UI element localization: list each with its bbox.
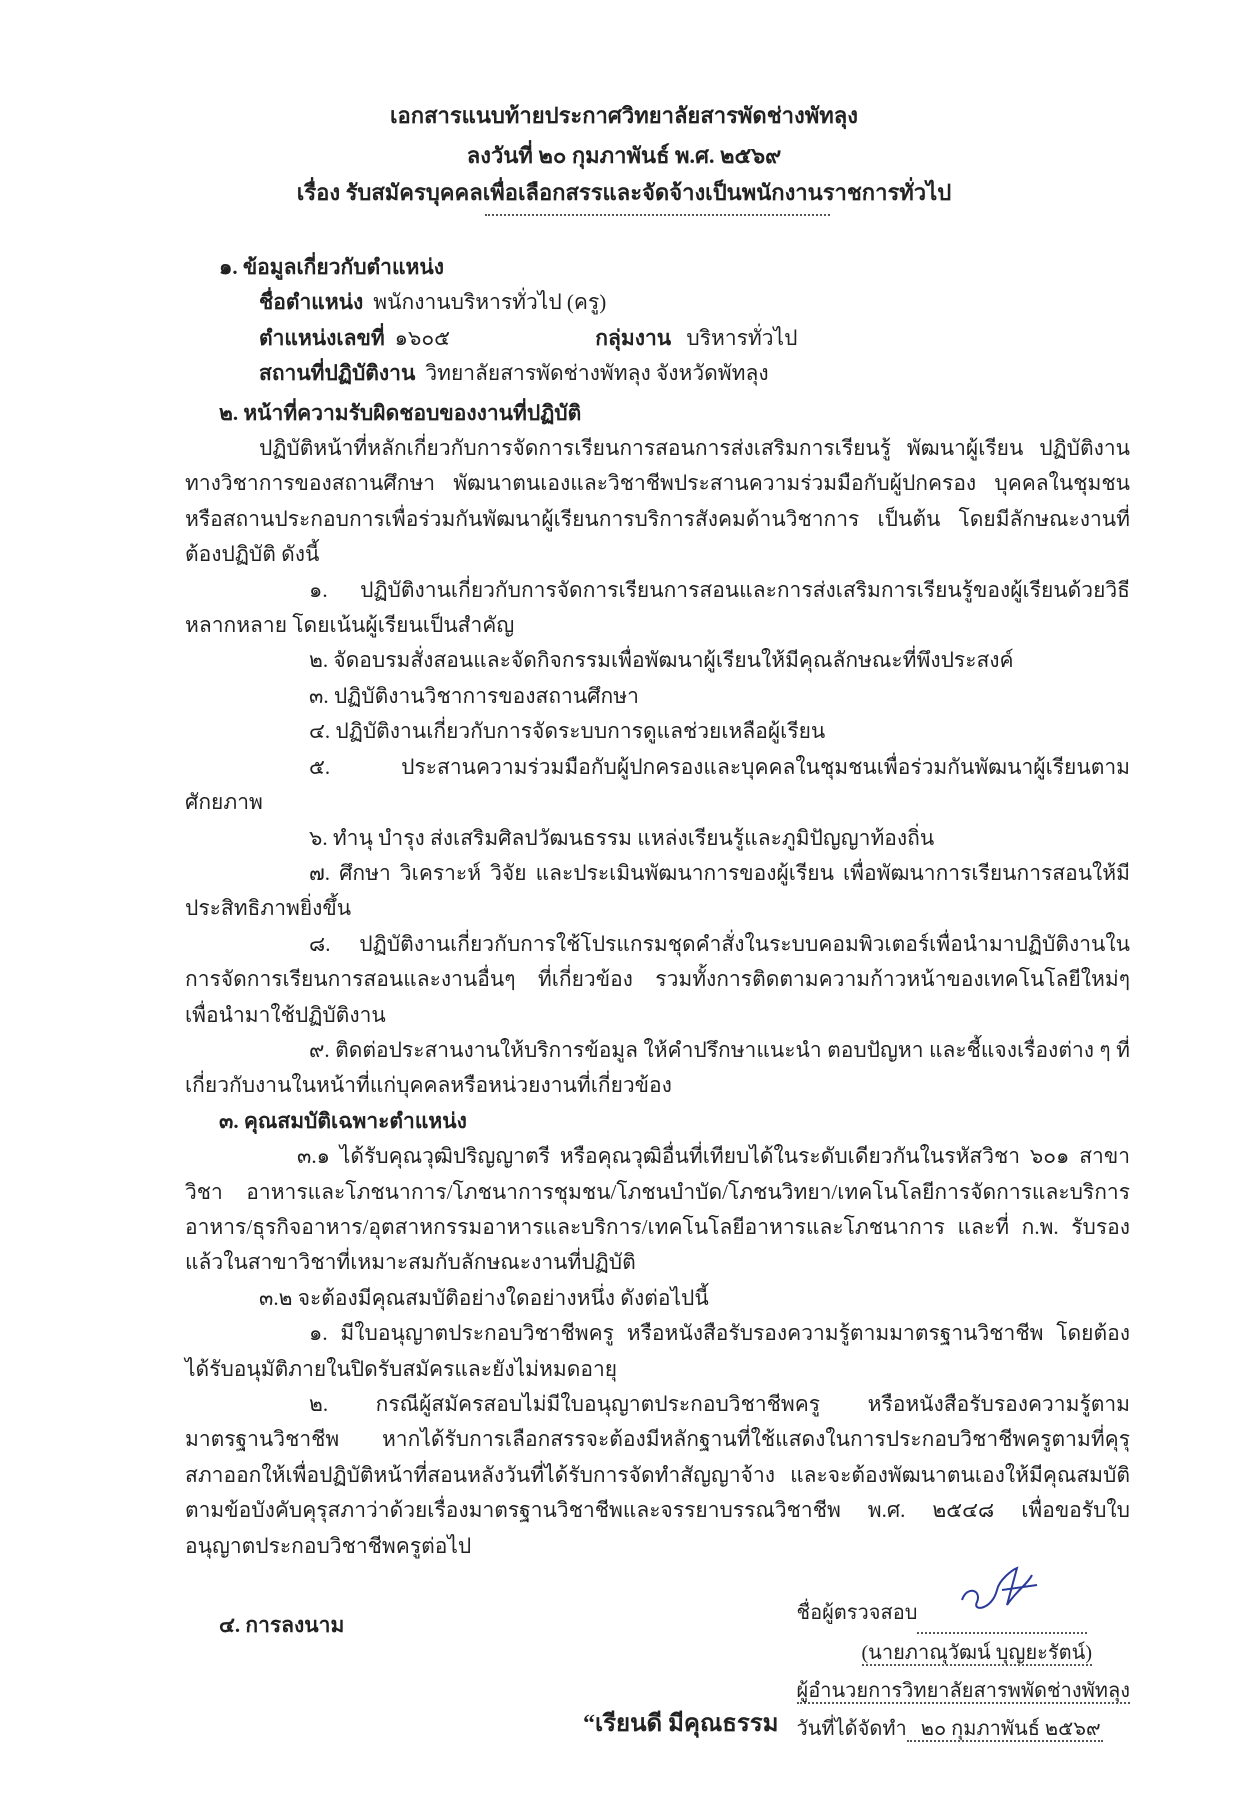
section3-heading: ๓. คุณสมบัติเฉพาะตำแหน่ง xyxy=(219,1108,467,1133)
signer-title xyxy=(797,1672,1131,1710)
duty-item: ๒. จัดอบรมสั่งสอนและจัดกิจกรรมเพื่อพัฒนาผู้เรียนให้มีคุณลักษณะที่พึงประสงค์ xyxy=(309,648,1014,673)
duty-item: ๔. ปฏิบัติงานเกี่ยวกับการจัดระบบการดูแลช่วยเหลือผู้เรียน xyxy=(309,719,826,744)
number-value: ๑๖๐๕ xyxy=(394,325,451,350)
signer-title-text: ผู้อำนวยการวิทยาลัยสารพพัดช่างพัทลุง xyxy=(796,1680,1130,1703)
duty-item: ๖. ทำนุ บำรุง ส่งเสริมศิลปวัฒนธรรม แหล่งเรียนรู้และภูมิปัญญาท้องถิ่น xyxy=(309,825,935,850)
signing-right xyxy=(797,1594,1131,1748)
duty-item: ๑. ปฏิบัติงานเกี่ยวกับการจัดการเรียนการสอนและการส่งเสริมการเรียนรู้ของผู้เรียนด้วยวิธีหลากหลาย โดยเน้นผู้เรียนเป็นสำคัญ xyxy=(185,577,1130,638)
qualification-2-item: ๒. กรณีผู้สมัครสอบไม่มีใบอนุญาตประกอบวิชาชีพครู หรือหนังสือรับรองความรู้ตามมาตรฐานวิชาชีพ หากได้รับการเลือกสรรจะต้องมีหลักฐานที่ใช้แสดงในการประกอบวิชาชีพครูตามที่คุรุสภาออกให้เพื่อปฏิบัติหน้าที่สอนหลังวันที่ได้รับการจัดทำสัญญาจ้าง และจะต้องพัฒนาตนเองให้มีคุณสมบัติตามข้อบังคับคุรุสภาว่าด้วยเรื่องมาตรฐานวิชาชีพและจรรยาบรรณวิชาชีพ พ.ศ. ๒๕๔๘ เพื่อขอรับใบอนุญาตประกอบวิชาชีพครูต่อไป xyxy=(185,1392,1130,1558)
place-label: สถานที่ปฏิบัติงาน xyxy=(259,361,416,386)
section1-heading: ๑. ข้อมูลเกี่ยวกับตำแหน่ง xyxy=(219,255,444,279)
signer-name-text: (นายภาณุวัฒน์ บุญยะรัตน์) xyxy=(861,1642,1092,1665)
qualification-2-item: ๑. มีใบอนุญาตประกอบวิชาชีพครู หรือหนังสือรับรองความรู้ตามมาตรฐานวิชาชีพ โดยต้องได้รับอนุมัติภายในปิดรับสมัครและยังไม่หมดอายุ xyxy=(185,1321,1130,1381)
doc-date: ลงวันที่ ๒๐ กุมภาพันธ์ พ.ศ. ๒๕๖๙ xyxy=(466,143,782,168)
checker-label: ชื่อผู้ตรวจสอบ xyxy=(796,1602,918,1625)
duty-item: ๓. ปฏิบัติงานวิชาการของสถานศึกษา xyxy=(309,683,639,708)
date-label: วันที่ได้จัดทำ xyxy=(796,1718,907,1741)
qualification-1: ๓.๑ ได้รับคุณวุฒิปริญญาตรี หรือคุณวุฒิอื่นที่เทียบได้ในระดับเดียวกันในรหัสวิชา ๖๐๑ สาขาวิชา อาหารและโภชนาการ/โภชนาการชุมชน/โภชนบำบัด/โภชนวิทยา/เทคโนโลยีการจัดการและบริการอาหาร/ธุรกิจอาหาร/อุตสาหกรรมอาหารและบริการ/เทคโนโลยีอาหารและโภชนาการ และที่ ก.พ. รับรองแล้วในสาขาวิชาที่เหมาะสมกับลักษณะงานที่ปฏิบัติ xyxy=(185,1144,1130,1275)
group-value: บริหารทั่วไป xyxy=(686,325,798,350)
signer-name xyxy=(797,1634,1131,1672)
place-row xyxy=(259,356,1130,391)
place-value: วิทยาลัยสารพัดช่างพัทลุง จังหวัดพัทลุง xyxy=(425,361,769,386)
position-value: พนักงานบริหารทั่วไป (ครู) xyxy=(373,290,607,315)
motto: “เรียนดี มีคุณธรรม xyxy=(582,1710,779,1737)
signature-image xyxy=(957,1560,1047,1620)
duty-item: ๙. ติดต่อประสานงานให้บริการข้อมูล ให้คำปรึกษาแนะนำ ตอบปัญหา และชี้แจงเรื่องต่าง ๆ ที่เกี่ยวกับงานในหน้าที่แก่บุคคลหรือหน่วยงานที่เกี่ยวข้อง xyxy=(185,1037,1130,1098)
doc-subject: เรื่อง รับสมัครบุคคลเพื่อเลือกสรรและจัดจ้างเป็นพนักงานราชการทั่วไป xyxy=(296,180,952,205)
number-label: ตำแหน่งเลขที่ xyxy=(259,325,385,350)
group-label: กลุ่มงาน xyxy=(595,325,672,350)
duty-item: ๕. ประสานความร่วมมือกับผู้ปกครองและบุคคลในชุมชนเพื่อร่วมกันพัฒนาผู้เรียนตามศักยภาพ xyxy=(185,754,1130,815)
date-row xyxy=(797,1710,1131,1748)
duties-intro: ปฏิบัติหน้าที่หลักเกี่ยวกับการจัดการเรียนการสอนการส่งเสริมการเรียนรู้ พัฒนาผู้เรียน ปฏิบัติงานทางวิชาการของสถานศึกษา พัฒนาตนเองและวิชาชีพประสานความร่วมมือกับผู้ปกครอง บุคคลในชุมชนหรือสถานประกอบการเพื่อร่วมกันพัฒนาผู้เรียนการบริการสังคมด้านวิชาการ เป็นต้น โดยมีลักษณะงานที่ต้องปฏิบัติ ดังนี้ xyxy=(185,436,1130,567)
number-row xyxy=(259,321,1130,356)
date-value: ๒๐ กุมภาพันธ์ ๒๕๖๙ xyxy=(907,1718,1103,1742)
signing-left xyxy=(185,1594,797,1748)
position-label: ชื่อตำแหน่ง xyxy=(259,290,364,315)
section4-heading: ๔. การลงนาม xyxy=(219,1613,345,1638)
duty-item: ๘. ปฏิบัติงานเกี่ยวกับการใช้โปรแกรมชุดคำสั่งในระบบคอมพิวเตอร์เพื่อนำมาปฏิบัติงานในการจัดการเรียนการสอนและงานอื่นๆ ที่เกี่ยวข้อง รวมทั้งการติดตามความก้าวหน้าของเทคโนโลยีใหม่ๆ เพื่อนำมาใช้ปฏิบัติงาน xyxy=(185,931,1130,1027)
section2-heading: ๒. หน้าที่ความรับผิดชอบของงานที่ปฏิบัติ xyxy=(219,400,582,425)
divider xyxy=(485,214,830,216)
doc-title: เอกสารแนบท้ายประกาศวิทยาลัยสารพัดช่างพัทลุง xyxy=(390,103,858,128)
duty-item: ๗. ศึกษา วิเคราะห์ วิจัย และประเมินพัฒนาการของผู้เรียน เพื่อพัฒนาการเรียนการสอนให้มีประสิทธิภาพยิ่งขึ้น xyxy=(185,860,1130,921)
group-field xyxy=(595,321,797,356)
signing-section xyxy=(185,1594,1130,1748)
qualification-2: ๓.๒ จะต้องมีคุณสมบัติอย่างใดอย่างหนึ่ง ดังต่อไปนี้ xyxy=(259,1285,709,1310)
document-body xyxy=(185,250,1130,1808)
position-row xyxy=(259,285,1130,320)
